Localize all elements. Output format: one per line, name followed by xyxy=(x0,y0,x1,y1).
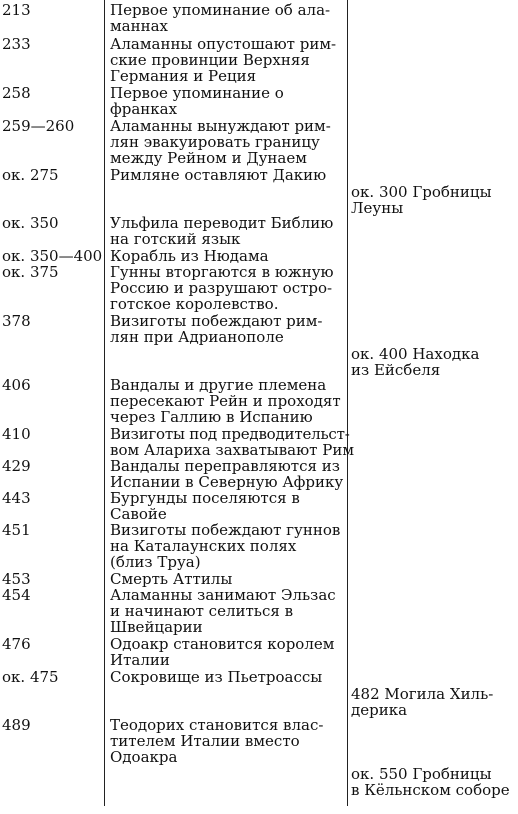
event-line: Аламанны опустошают рим- xyxy=(110,35,337,53)
column-divider-right xyxy=(347,0,348,806)
event-line: Одоакра xyxy=(110,748,178,767)
row-event xyxy=(110,118,346,167)
row-year: 213 xyxy=(2,1,31,19)
row-event xyxy=(110,313,346,345)
event-line: маннах xyxy=(110,17,169,36)
find-line: ок. 300 Гробницы xyxy=(351,183,492,201)
event-line: лян при Адрианополе xyxy=(110,328,284,347)
event-line: лян эвакуировать границу xyxy=(110,133,320,152)
event-line: Одоакр становится королем xyxy=(110,635,335,653)
row-event xyxy=(110,587,346,636)
event-line: и начинают селиться в xyxy=(110,602,294,621)
row-event xyxy=(110,167,346,183)
event-line: на Каталаунских полях xyxy=(110,537,297,556)
find-line: из Ейсбеля xyxy=(351,361,441,380)
find-line: ок. 400 Находка xyxy=(351,345,480,363)
find-line: дерика xyxy=(351,701,408,720)
find-line: Леуны xyxy=(351,199,404,218)
event-line: Сокровище из Пьетроассы xyxy=(110,668,323,686)
row-year: ок. 350—400 xyxy=(2,247,103,265)
row-event xyxy=(110,636,346,668)
event-line: тителем Италии вместо xyxy=(110,732,300,751)
row-event xyxy=(110,571,346,587)
event-line: Бургунды поселяются в xyxy=(110,489,300,507)
event-line: Визиготы побеждают гуннов xyxy=(110,521,341,539)
row-year: 406 xyxy=(2,376,31,394)
event-line: Ульфила переводит Библию xyxy=(110,214,334,232)
event-line: Гунны вторгаются в южную xyxy=(110,263,334,281)
row-event xyxy=(110,458,346,490)
event-line: пересекают Рейн и проходят xyxy=(110,392,341,411)
event-line: Швейцарии xyxy=(110,618,203,637)
row-year: 451 xyxy=(2,521,31,539)
event-line: Первое упоминание о xyxy=(110,84,284,102)
archaeological-find xyxy=(351,686,516,718)
row-event xyxy=(110,377,346,426)
row-year: ок. 350 xyxy=(2,214,59,232)
row-year: 453 xyxy=(2,570,31,588)
archaeological-find xyxy=(351,346,516,378)
row-event xyxy=(110,425,354,460)
column-divider-left xyxy=(104,0,105,806)
row-year: 489 xyxy=(2,716,31,734)
event-line: на готский язык xyxy=(110,230,241,249)
event-line: готское королевство. xyxy=(110,295,279,314)
row-year: 410 xyxy=(2,425,31,443)
row-year: 476 xyxy=(2,635,31,653)
event-line: между Рейном и Дунаем xyxy=(110,149,307,168)
row-year: ок. 375 xyxy=(2,263,59,281)
event-line: Визиготы побеждают рим- xyxy=(110,312,323,330)
row-event xyxy=(110,248,346,264)
event-line: Вандалы переправляются из xyxy=(110,457,340,475)
event-line: Савойе xyxy=(110,505,167,524)
row-event xyxy=(110,522,346,571)
archaeological-find xyxy=(351,766,516,798)
row-event xyxy=(110,669,346,685)
row-event xyxy=(110,490,346,522)
event-line: Аламанны занимают Эльзас xyxy=(110,586,336,604)
event-line: Первое упоминание об ала- xyxy=(110,1,331,19)
archaeological-find xyxy=(351,184,516,216)
row-year: 233 xyxy=(2,35,31,53)
event-line: Вандалы и другие племена xyxy=(110,376,327,394)
event-line: (близ Труа) xyxy=(110,553,201,572)
event-line: Россию и разрушают остро- xyxy=(110,279,333,298)
row-year: ок. 475 xyxy=(2,668,59,686)
row-event xyxy=(110,36,346,85)
find-line: ок. 550 Гробницы xyxy=(351,765,492,783)
event-line: вом Алариха захватывают Рим xyxy=(110,441,354,460)
row-year: 429 xyxy=(2,457,31,475)
event-line: Римляне оставляют Дакию xyxy=(110,166,327,184)
row-year: 258 xyxy=(2,84,31,102)
event-line: Испании в Северную Африку xyxy=(110,473,344,492)
row-event xyxy=(110,2,346,34)
event-line: франках xyxy=(110,100,178,119)
find-line: 482 Могила Хиль- xyxy=(351,685,494,703)
event-line: Визиготы под предводительст- xyxy=(110,425,350,443)
event-line: Теодорих становится влас- xyxy=(110,716,324,734)
event-line: Аламанны вынуждают рим- xyxy=(110,117,331,135)
row-event xyxy=(110,85,346,117)
event-line: Корабль из Нюдама xyxy=(110,247,269,265)
event-line: Смерть Аттилы xyxy=(110,570,233,588)
event-line: ские провинции Верхняя xyxy=(110,51,310,70)
find-line: в Кёльнском соборе xyxy=(351,781,510,800)
row-year: 443 xyxy=(2,489,31,507)
event-line: Германия и Реция xyxy=(110,67,257,86)
row-year: 378 xyxy=(2,312,31,330)
event-line: Италии xyxy=(110,651,170,670)
row-year: 454 xyxy=(2,586,31,604)
row-event xyxy=(110,215,346,247)
row-event xyxy=(110,717,346,766)
row-year: 259—260 xyxy=(2,117,75,135)
row-year: ок. 275 xyxy=(2,166,59,184)
row-event xyxy=(110,264,346,313)
event-line: через Галлию в Испанию xyxy=(110,408,313,427)
